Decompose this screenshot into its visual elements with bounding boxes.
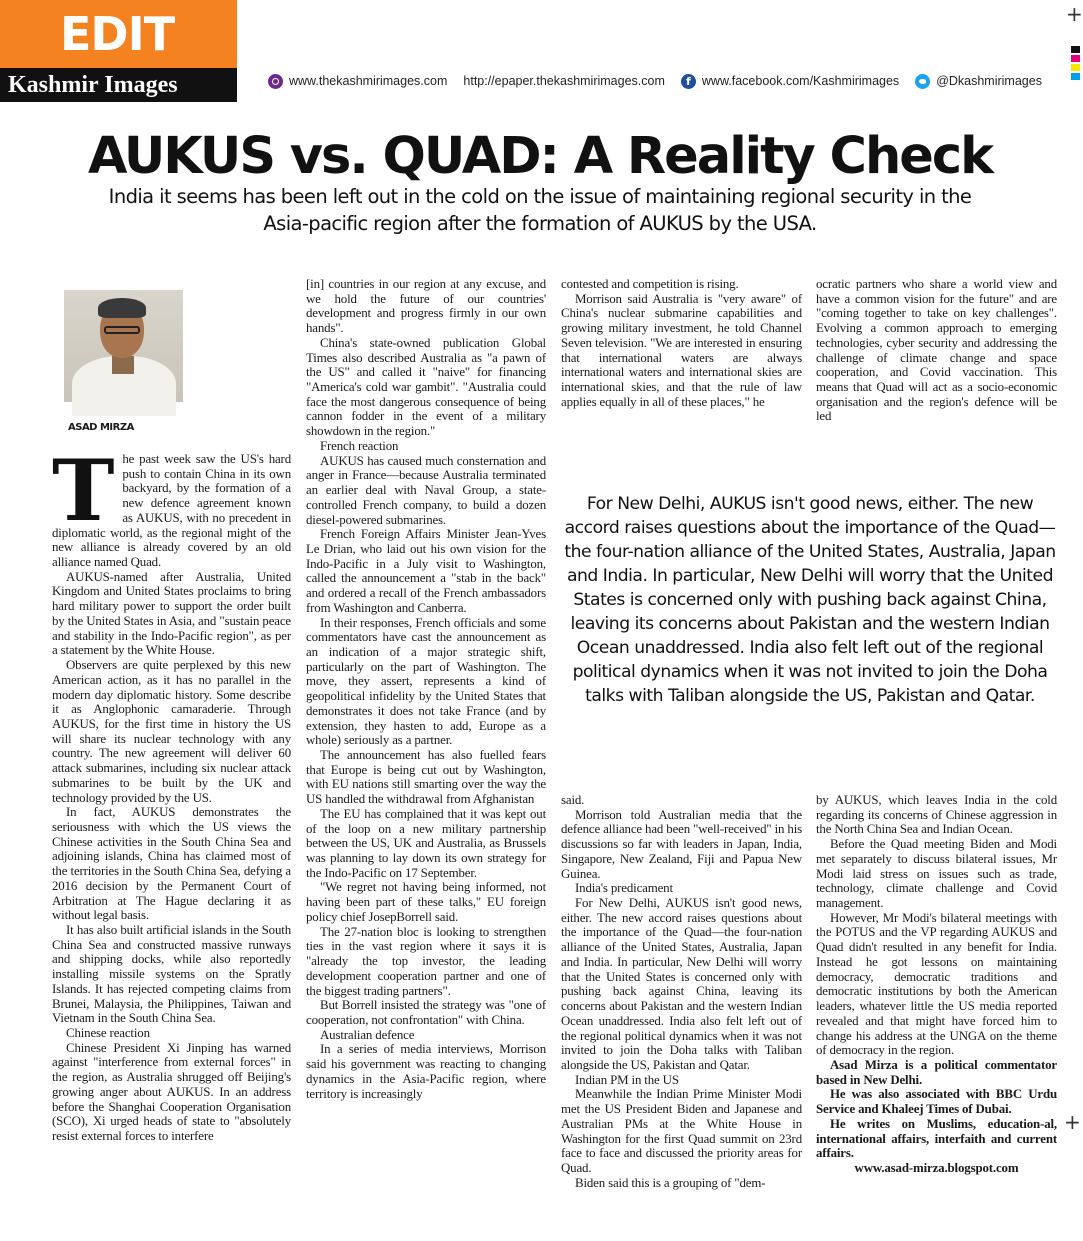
paragraph: The 27-nation bloc is looking to strengthen ties in the vast region where it says it is "already the top investor, the leading development cooperation partner and one of the biggest trading partners".	[306, 924, 546, 998]
masthead-links	[268, 70, 1058, 92]
subheadline: India it seems has been left out in the cold on the issue of maintaining regional security in the Asia-pacific region after the formation of AUKUS by the USA.	[108, 185, 972, 235]
paragraph: Biden said this is a grouping of "dem-	[575, 1175, 766, 1190]
newspaper-name: Kashmir Images	[0, 68, 237, 102]
author-bio: Asad Mirza is a political commentator based in New Delhi.	[816, 1057, 1057, 1087]
paragraph: French Foreign Affairs Minister Jean-Yves Le Drian, who laid out his own vision for the Indo-Pacific in a July visit to Washington, called the announcement a "stab in the back" and ordered a recall of the French ambassadors from Washington and Canberra.	[306, 527, 546, 615]
column-3-bottom	[561, 793, 802, 1190]
headline: AUKUS vs. QUAD: A Reality Check	[87, 127, 993, 186]
paragraph: It has also built artificial islands in the South China Sea and constructed massive runways and shipping docks, while also reportedly installing missile systems on the Spratly Islands. It has rejected competing claims from Brunei, Malaysia, the Philippines, Taiwan and Vietnam in the South China Sea.	[52, 923, 291, 1026]
section-heading: India's predicament	[575, 881, 673, 896]
section-heading: Chinese reaction	[66, 1026, 150, 1041]
paragraph: Meanwhile the Indian Prime Minister Modi met the US President Biden and Japanese and Australian PMs at the White House in Washington for the first Quad summit on 23rd face to face and discussed the priority areas for Quad.	[561, 1087, 802, 1175]
author-bio: He was also associated with BBC Urdu Service and Khaleej Times of Dubai.	[816, 1087, 1057, 1117]
paragraph: ocratic partners who share a world view and have a common vision for the future" and are "coming together to take on key challenges". Evolving a common approach to emerging technologies, cyber security and addressing the challenge of climate change and space cooperation, and Covid vaccination. This means that Quad will act as a socio-economic organisation and the region's defence will be led	[816, 277, 1057, 424]
twitter-icon	[915, 74, 930, 89]
print-color-marks	[1071, 46, 1080, 82]
epaper-link[interactable]: http://epaper.thekashmirimages.com	[463, 74, 665, 88]
section-label: EDIT	[0, 0, 237, 68]
paragraph: The EU has complained that it was kept out of the loop on a new military partnership between the US, UK and Australia, as Brussels was planning to lay down its own strategy for the Indo-Pacific on 17 September.	[306, 806, 546, 880]
column-1	[52, 441, 291, 1144]
section-heading: French reaction	[320, 438, 399, 453]
color-mark	[1071, 64, 1080, 71]
section-heading: Australian defence	[320, 1027, 415, 1042]
color-mark	[1071, 73, 1080, 80]
column-2	[306, 277, 546, 1101]
paragraph: Morrison told Australian media that the defence alliance had been "well-received" in his discussions so far with leaders in Japan, India, Singapore, New Zealand, Fiji and Papua New Guinea.	[561, 807, 802, 881]
paragraph: contested and competition is rising.	[561, 277, 739, 291]
paragraph: Before the Quad meeting Biden and Modi met separately to discuss bilateral issues, Mr Modi laid stress on issues such as trade, technology, climate challenge and Covid management.	[816, 837, 1057, 911]
paragraph: said.	[561, 793, 585, 807]
website-link[interactable]: www.thekashmirimages.com	[289, 74, 448, 88]
paragraph: AUKUS has caused much consternation and anger in France—because Australia terminated an earlier deal with Naval Group, a state-controlled French company, to build a dozen diesel-powered submarines.	[306, 453, 546, 527]
author-photo	[64, 290, 183, 402]
paragraph: Observers are quite perplexed by this new American action, as it has no parallel in the modern day diplomatic history. Some describe it as Anglophonic camaraderie. Through AUKUS, for the first time in history the US will share its nuclear technology with any country. The new agreement will deliver 60 attack submarines, including six nuclear attack submarines to be built by the UK and technology provided by the US.	[52, 658, 291, 805]
paragraph: For New Delhi, AUKUS isn't good news, either. The new accord raises questions about the importance of the Quad—the four-nation alliance of the United States, Australia, Japan and India. In particular, New Delhi will worry that the United States is concerned only with pushing back against China, leaving its concerns about Pakistan and the western Indian Ocean unaddressed. India also felt left out of the regional political dynamics when it was not invited to join the Doha talks with Taliban alongside the US, Pakistan and Qatar.	[561, 896, 802, 1072]
column-4-top	[816, 277, 1057, 424]
column-3-top	[561, 277, 802, 409]
paragraph: China's state-owned publication Global Times also described Australia as "a pawn of the US" and called it "naive" for financing "America's cold war gambit". "Australia could face the most dangerous consequence of being cannon fodder in the event of a military showdown in the region."	[306, 335, 546, 439]
byline: ASAD MIRZA	[68, 422, 134, 433]
author-bio: He writes on Muslims, education-al, international affairs, interfaith and current affairs.	[816, 1116, 1057, 1161]
paragraph: In a series of media interviews, Morrison said his government was reacting to changing dynamics in the Asia-Pacific region, where territory is increasingly	[306, 1042, 546, 1101]
paragraph: "We regret not having being informed, not having been part of these talks," EU foreign policy chief JosepBorrell said.	[306, 880, 546, 924]
paragraph: The past week saw the US's hard push to contain China in its own backyard, by the formation of a new defence agreement known as AUKUS, with no precedent in diplomatic world, as the regional might of the new alliance is already covered by an old alliance named Quad.	[52, 441, 291, 570]
paragraph: [in] countries in our region at any excuse, and we hold the future of our countries' development and progress firmly in our own hands".	[306, 277, 546, 336]
paragraph: But Borrell insisted the strategy was "one of cooperation, not confrontation" with China.	[306, 998, 546, 1027]
paragraph: In their responses, French officials and some commentators have cast the announcement as an indication of a major strategic shift, particularly on the part of Washington. The move, they assert, represents a kind of geopolitical infidelity by the United States that demonstrates it does not take France (and by extension, they hasten to add, Europe as a whole) seriously as a partner.	[306, 615, 546, 748]
pull-quote: For New Delhi, AUKUS isn't good news, either. The new accord raises questions about the importance of the Quad—the four-nation alliance of the United States, Australia, Japan and India. In particular, New Delhi will worry that the United States is concerned only with pushing back against China, leaving its concerns about Pakistan and the western Indian Ocean unaddressed. India also felt left out of the regional political dynamics when it was not invited to join the Doha talks with Taliban alongside the US, Pakistan and Qatar.	[564, 494, 1056, 706]
section-heading: Indian PM in the US	[575, 1072, 679, 1087]
paragraph: In fact, AUKUS demonstrates the seriousness with which the US views the Chinese activities in the South China Sea and adjoining islands, China has claimed most of the territories in the South China Sea, defying a 2016 decision by the Permanent Court of Arbitration at The Hague declaring it as without legal basis.	[52, 805, 291, 923]
paragraph: Morrison said Australia is "very aware" of China's nuclear submarine capabilities and growing military investment, he told Channel Seven television. "We are interested in ensuring that international waters are always international waters and international skies are international skies, and that the rule of law applies equally in all of these places," he	[561, 291, 802, 409]
paragraph: by AUKUS, which leaves India in the cold regarding its concerns of Chinese aggression in the North China Sea and Indian Ocean.	[816, 793, 1057, 837]
paragraph: However, Mr Modi's bilateral meetings with the POTUS and the VP regarding AUKUS and Quad didn't resulted in any benefit for India. Instead he got lessons on maintaining democracy, democratic traditions and democratic institutions by both the American leaders, whatever little the US media reported revealed and that might have forced him to change his address at the UNGA on the theme of democracy in the region.	[816, 910, 1057, 1058]
paragraph: Chinese President Xi Jinping has warned against "interference from external forces" in the region, as Australia shrugged off Beijing's growing anger about AUKUS. In an address before the Shanghai Cooperation Organisation (SCO), Xi urged heads of state to "absolutely resist external forces to interfere	[52, 1040, 291, 1144]
facebook-icon: f	[681, 74, 696, 89]
color-mark	[1071, 46, 1080, 53]
color-mark	[1071, 55, 1080, 62]
column-4-bottom	[816, 793, 1057, 1176]
paragraph: The announcement has also fuelled fears that Europe is being cut out by Washington, with EU nations still smarting over the way the US handled the withdrawal from Afghanistan	[306, 748, 546, 807]
drop-cap: T	[52, 441, 115, 540]
web-icon	[268, 74, 283, 89]
paragraph: AUKUS-named after Australia, United Kingdom and United States proclaims to bring hard military power to support the order built by the United States in Asia, and "sustain peace and stability in the Indo-Pacific region", as per a statement by the White House.	[52, 569, 291, 658]
facebook-link[interactable]: www.facebook.com/Kashmirimages	[701, 74, 900, 88]
twitter-link[interactable]: @Dkashmirimages	[936, 74, 1042, 88]
author-blog-link[interactable]: www.asad-mirza.blogspot.com	[854, 1160, 1019, 1175]
crop-mark-icon: +	[1064, 1110, 1081, 1134]
crop-mark-icon: +	[1066, 2, 1083, 26]
